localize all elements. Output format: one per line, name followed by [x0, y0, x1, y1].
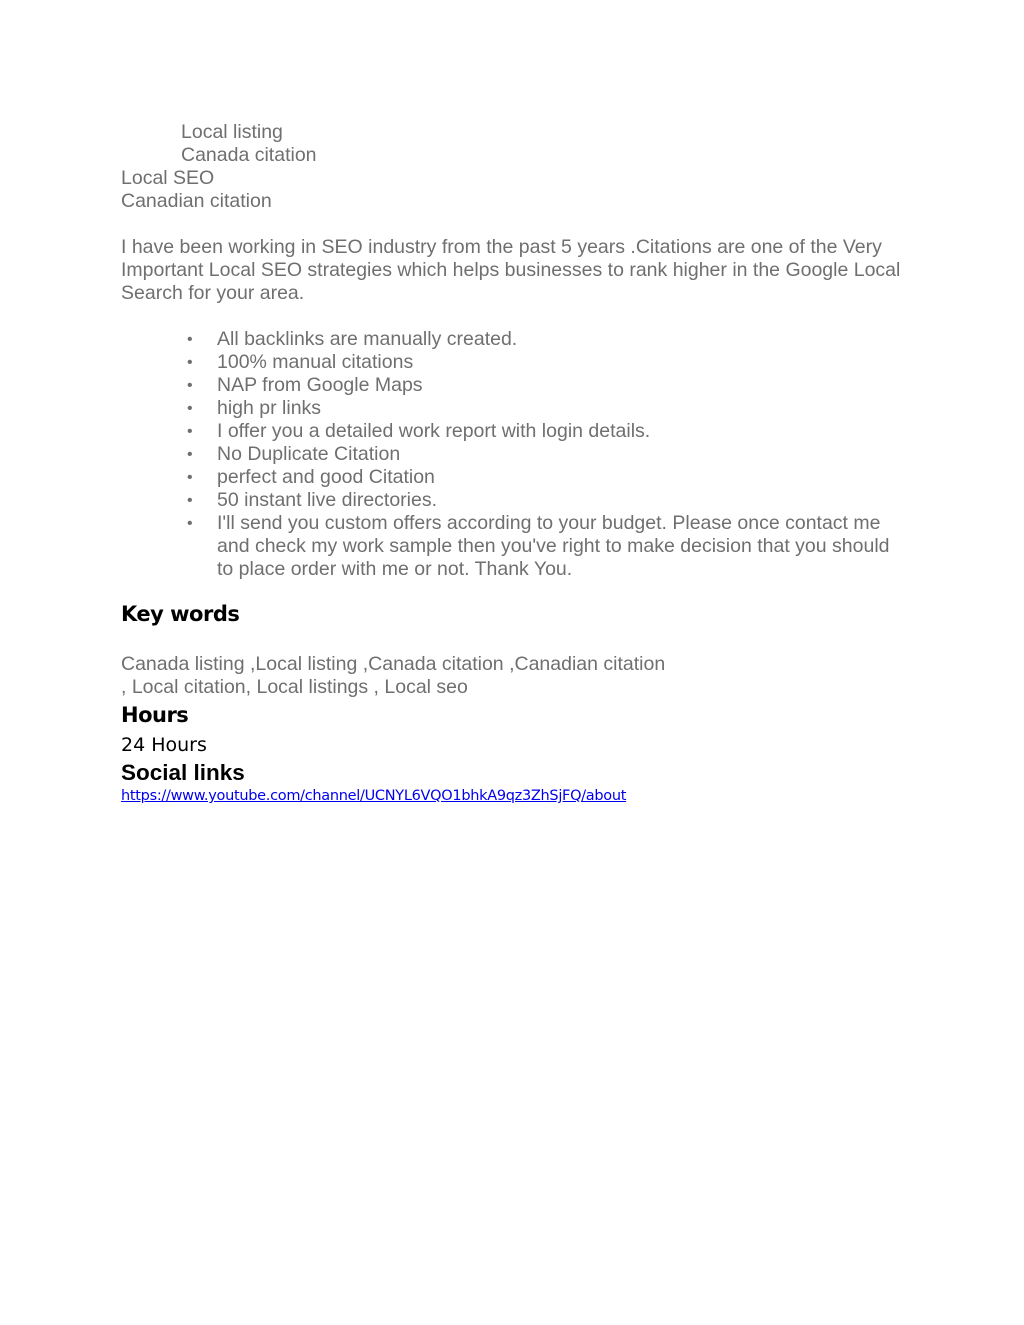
intro-paragraph: I have been working in SEO industry from the past 5 years .Citations are one of the Very Important Local SEO strategies which helps businesses to rank higher in the Google Local Search for your area.: [121, 236, 901, 304]
top-line-canadian-citation: Canadian citation: [121, 190, 272, 212]
top-line-canada-citation: Canada citation: [181, 144, 317, 166]
youtube-channel-link[interactable]: https://www.youtube.com/channel/UCNYL6VQO1bhkA9qz3ZhSjFQ/about: [121, 788, 627, 804]
list-item: • NAP from Google Maps: [217, 374, 897, 397]
keywords-line-1: Canada listing ,Local listing ,Canada citation ,Canadian citation: [121, 653, 666, 675]
keywords-line-2: , Local citation, Local listings , Local seo: [121, 676, 468, 698]
list-item: • I'll send you custom offers according to your budget. Please once contact me and check my work sample then you've right to make decision that you should to place order with me or not. Thank You.: [217, 512, 897, 581]
social-links-heading: Social links: [121, 760, 245, 785]
list-item: • 100% manual citations: [217, 351, 897, 374]
keywords-text: [121, 653, 721, 699]
keywords-heading: Key words: [121, 602, 240, 626]
list-item: • 50 instant live directories.: [217, 489, 897, 512]
list-item: • perfect and good Citation: [217, 466, 897, 489]
list-item: • I offer you a detailed work report with login details.: [217, 420, 897, 443]
top-line-local-listing: Local listing: [181, 121, 283, 143]
hours-heading: Hours: [121, 703, 189, 727]
list-item: • high pr links: [217, 397, 897, 420]
top-line-local-seo: Local SEO: [121, 167, 215, 189]
list-item: • All backlinks are manually created.: [217, 328, 897, 351]
feature-list: [217, 328, 897, 581]
list-item: • No Duplicate Citation: [217, 443, 897, 466]
hours-value: 24 Hours: [121, 734, 207, 756]
